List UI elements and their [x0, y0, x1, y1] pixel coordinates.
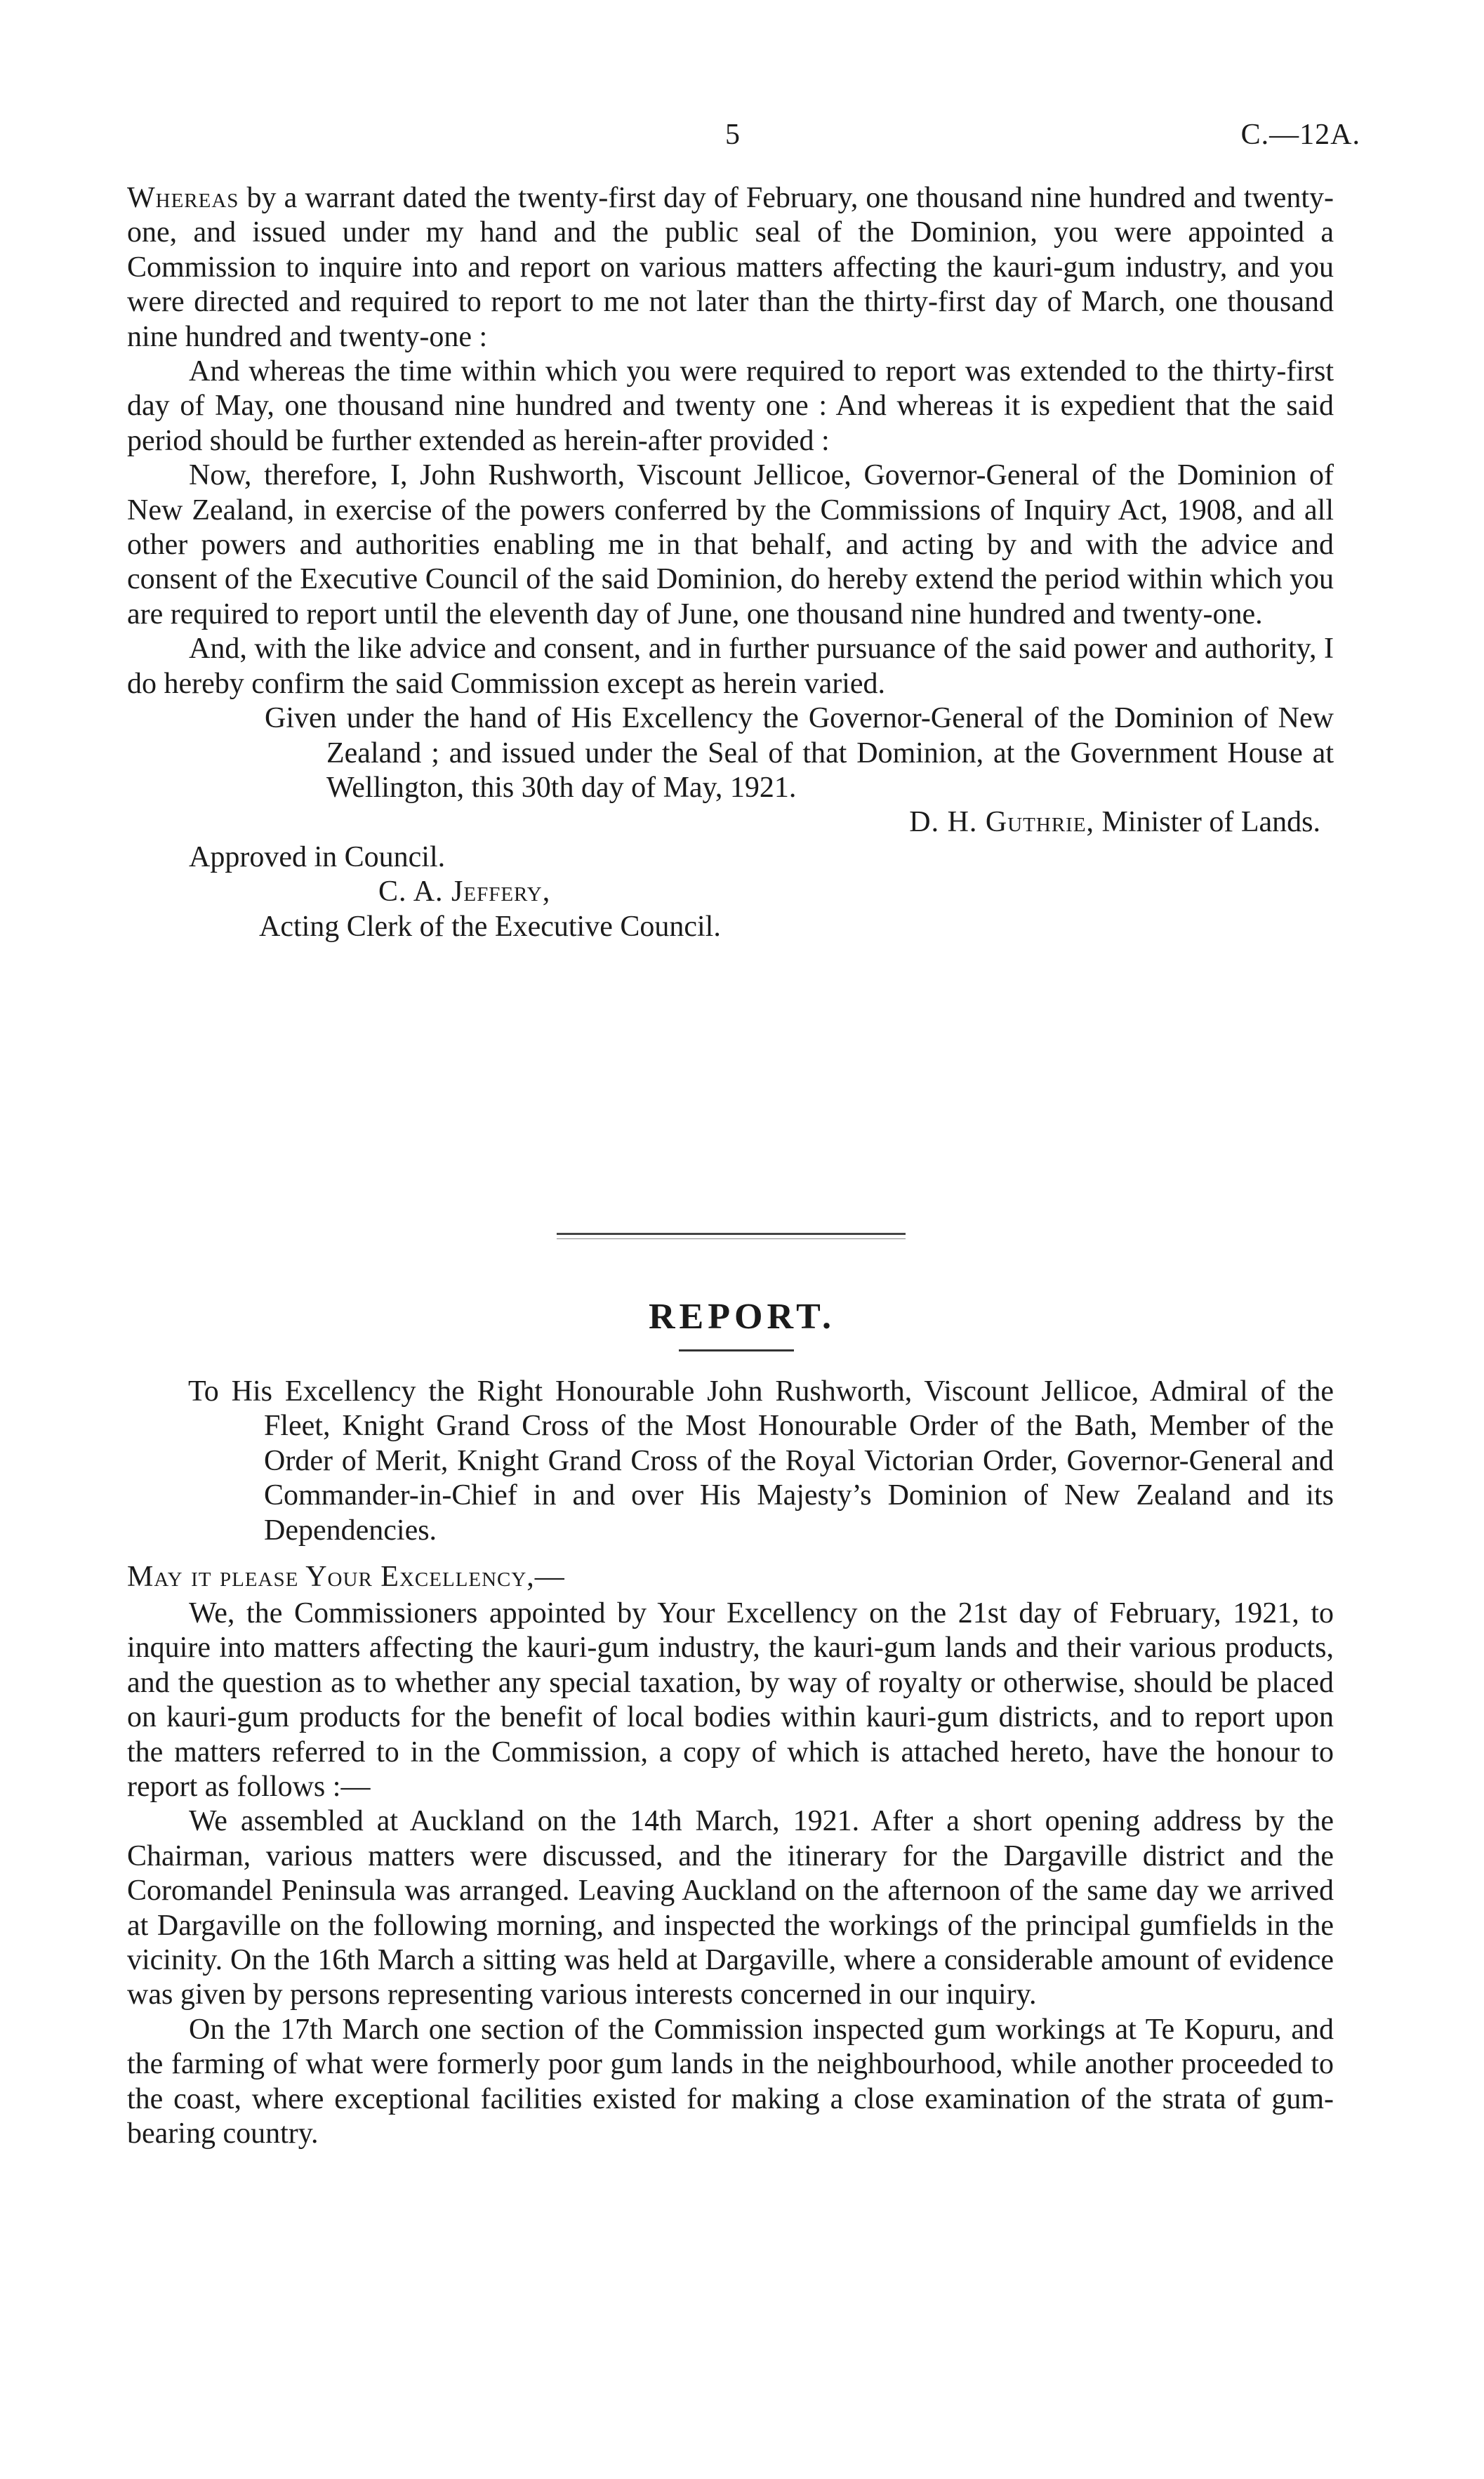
warrant-paragraph-3: Now, therefore, I, John Rushworth, Viscount Jellicoe, Governor-General of the Dominion of New Zealand, in exercise of the powers conferred by the Commissions of Inquiry Act, 1908, and all other powers and authorities enabling me in that behalf, and acting by and with the advice and consent of the Executive Council of the said Dominion, do hereby extend the period within which you are required to report until the eleventh day of June, one thousand nine hundred and twenty-one.: [127, 459, 1334, 630]
report-paragraph-2: We assembled at Auckland on the 14th March, 1921. After a short opening address by the Chairman, various matters were discussed, and the itinerary for the Dargaville district and the Coromandel Peninsula was arranged. Leaving Auckland on the afternoon of the same day we arrived at Dargaville on the following morning, and inspected the workings of the principal gumfields in the vicinity. On the 16th March a sitting was held at Dargaville, where a considerable amount of evidence was given by persons representing various interests concerned in our inquiry.: [127, 1805, 1334, 2011]
report-paragraph-1: We, the Commissioners appointed by Your Excellency on the 21st day of February, 1921, to inquire into matters affecting the kauri-gum industry, the kauri-gum lands and their various products, and the question as to whether any special taxation, by way of royalty or otherwise, should be placed on kauri-gum products for the benefit of local bodies within kauri-gum districts, and to report upon the matters referred to in the Commission, a copy of which is attached hereto, have the honour to report as follows :—: [127, 1597, 1334, 1804]
warrant-paragraph-1: [127, 181, 1334, 355]
whereas-lead: Whereas: [127, 182, 239, 214]
salutation: May it please Your Excellency,—: [127, 1561, 565, 1593]
warrant-paragraph-2: And whereas the time within which you were required to report was extended to the thirty-first day of May, one thousand nine hundred and twenty one : And whereas it is expedient that the said period should be further extended as herein-after provided :: [127, 355, 1334, 457]
clerk-name: C. A. Jeffery,: [378, 875, 551, 908]
report-paragraph-3: On the 17th March one section of the Commission inspected gum workings at Te Kopuru, and the farming of what were formerly poor gum lands in the neighbourhood, while another proceeded to the coast, where exceptional facilities existed for making a close examination of the strata of gum-bearing country.: [127, 2013, 1334, 2150]
warrant-paragraph-4: And, with the like advice and consent, and in further pursuance of the said power and authority, I do hereby confirm the said Commission except as herein varied.: [127, 633, 1334, 700]
report-title: REPORT.: [649, 1297, 835, 1337]
page-number: 5: [725, 119, 740, 151]
minister-name: D. H. Guthrie,: [909, 806, 1095, 839]
address-text: To His Excellency the Right Honourable John Rushworth, Viscount Jellicoe, Admiral of the Fleet, Knight Grand Cross of the Most Honourable Order of the Bath, Member of the Order of Merit, Knight Grand Cross of the Royal Victorian Order, Governor-General and Commander-in-Chief in and over His Majesty’s Dominion of New Zealand and its Dependencies.: [188, 1375, 1334, 1547]
section-divider-thin: [557, 1238, 906, 1239]
warrant-paragraph-1-text: by a warrant dated the twenty-first day of February, one thousand nine hundred and twenty-one, and issued under my hand and the public seal of the Dominion, you were appointed a Commission to inquire into and report on various matters affecting the kauri-gum industry, and you were directed and required to report to me not later than the thirty-first day of March, one thousand nine hundred and twenty-one :: [127, 182, 1334, 353]
report-body: [127, 1597, 1334, 2152]
clerk-title: Acting Clerk of the Executive Council.: [259, 910, 721, 943]
minister-signature: [127, 805, 1320, 840]
report-address: [188, 1375, 1334, 1548]
page-header: [0, 118, 1484, 160]
section-divider: [557, 1233, 906, 1235]
warrant-section: [127, 181, 1334, 944]
minister-title: Minister of Lands.: [1094, 806, 1320, 839]
approved-in-council: Approved in Council.: [189, 840, 446, 873]
document-reference: C.—12A.: [1240, 119, 1360, 151]
title-underline: [679, 1349, 794, 1351]
given-under-hand: Given under the hand of His Excellency the Governor-General of the Dominion of New Zealand ; and issued under the Seal of that Dominion, at the Government House at Wellington, this 30th day of May, 1921.: [265, 702, 1334, 804]
